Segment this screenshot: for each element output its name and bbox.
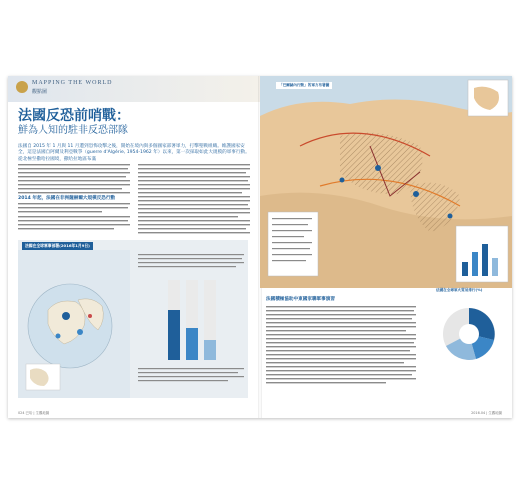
world-deployment-map	[18, 240, 248, 398]
article-subtitle: 鮮為人知的駐非反恐部隊	[18, 125, 128, 136]
article-lead: 法國自 2015 年 1 月與 11 月遭到恐怖攻擊之後，開始在境內與多個國家部署軍力，打擊聖戰組織。維護國家安全，這是法國自阿爾及利亞戰爭（guerre d'Algérie, 1954-1962 年）以來，第一次採取如此大規模的軍事行動。從北極至撒哈拉國境，撒哈拉地區布滿	[18, 144, 250, 162]
sahel-map-title: 「巴爾赫內行動」的軍力布署圖	[276, 82, 332, 89]
sahel-operation-map	[260, 76, 512, 288]
right-footer: 2016.04 | 生觀地圖	[471, 411, 502, 415]
brand-emblem-icon	[16, 81, 28, 93]
subhead-middle-east: 法國積極協助中東國家聯軍事演習	[266, 297, 335, 302]
arms-trade-title: 法國在全球軍火貿易排行(%)	[436, 288, 483, 292]
deployment-bars	[168, 280, 216, 360]
section-sublabel: 觀點圖	[32, 89, 48, 95]
right-page	[260, 76, 512, 418]
world-map-title: 法國在全球軍事部署(2016年1月9日)	[22, 242, 93, 250]
article-title: 法國反恐前哨戰：	[18, 108, 130, 124]
body-text-under-subhead	[18, 203, 130, 213]
magazine-spread	[8, 76, 512, 418]
right-body-text	[266, 306, 426, 406]
section-label: MAPPING THE WORLD	[32, 80, 113, 86]
arms-trade-chart	[434, 290, 504, 390]
left-footer: 024 巴哈 | 生觀地圖	[18, 411, 50, 415]
world-map-graphic	[18, 240, 248, 398]
subhead-sahel: 2014 年起，法國在非洲薩赫爾大規模反恐行動	[18, 196, 116, 201]
left-page	[8, 76, 260, 418]
